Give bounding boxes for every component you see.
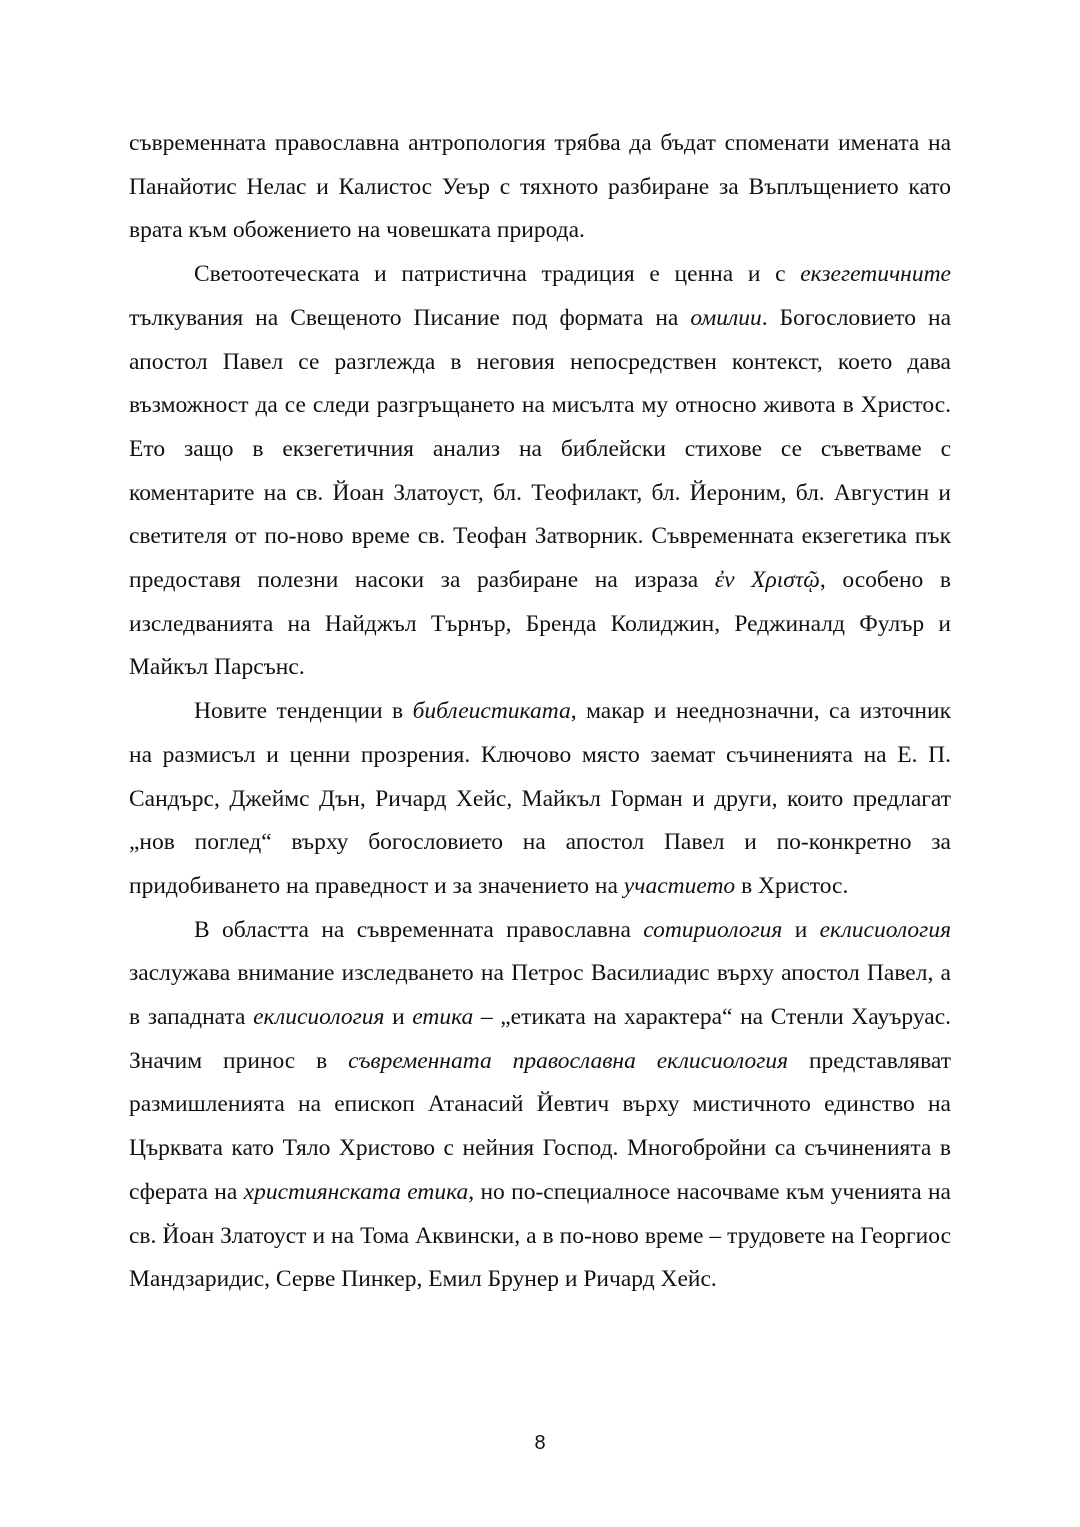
text-run: представляват размишленията на епископ Атанасий Йевтич върху мистичното единство на Църквата като Тяло Христово с нейния Господ. Многобройни са съчиненията в сферата на bbox=[129, 1047, 951, 1205]
italic-term: участието bbox=[623, 872, 736, 899]
text-run: , макар и нееднозначни, са източник на размисъл и ценни прозрения. Ключово място заемат съчиненията на Е. П. Сандърс, Джеймс Дън, Ричард Хейс, Майкъл Горман и други, които предлагат „нов поглед“ върху богословието на апостол Павел и по-конкретно за придобиването на праведност и за значението на bbox=[129, 698, 951, 899]
text-run: . Богословието на апостол Павел се разглежда в неговия непосредствен контекст, което дава възможност да се следи разгръщането на мисълта му относно живота в Христос. Ето защо в екзегетичния анализ на библейски стихове се съветваме с коментарите на св. Йоан Златоуст, бл. Теофилакт, бл. Йероним, бл. Августин и светителя от по-ново време св. Теофан Затворник. Съвременната екзегетика пък предоставя полезни насоки за разбиране на израза bbox=[129, 304, 951, 594]
italic-term: еклисиология bbox=[819, 916, 951, 943]
text-run: Светоотеческата и патристична традиция е ценна и с bbox=[194, 261, 801, 288]
italic-term: еклисиология bbox=[253, 1004, 385, 1031]
italic-term: съвременната православна еклисиология bbox=[348, 1047, 789, 1074]
italic-term: християнската етика bbox=[243, 1178, 469, 1205]
italic-term: сотириология bbox=[643, 916, 783, 943]
text-run: в Христос. bbox=[735, 872, 849, 899]
italic-term: етика bbox=[412, 1004, 474, 1031]
text-run: тълкувания на Свещеното Писание под формата на bbox=[129, 304, 691, 331]
italic-term: библеистиката bbox=[412, 698, 571, 725]
text-run: заслужава внимание изследването на Петрос Василиадис върху апостол Павел, а в западната bbox=[129, 960, 951, 1031]
page-body bbox=[129, 122, 951, 1302]
text-run: Новите тенденции в bbox=[194, 698, 413, 725]
italic-term: екзегетичните bbox=[800, 261, 951, 288]
text-run: , особено в изследванията на Найджъл Търнър, Бренда Колиджин, Реджиналд Фулър и Майкъл Парсънс. bbox=[129, 567, 952, 681]
text-run: , но по-специалносе насочваме към ученията на св. Йоан Златоуст и на Тома Аквински, а в по-ново време – трудовете на Георгиос Мандзаридис, Серве Пинкер, Емил Брунер и Ричард Хейс. bbox=[129, 1178, 951, 1293]
text-run: съвременната православна антропология трябва да бъдат споменати имената на Панайотис Нелас и Калистос Уеър с тяхното разбиране за Въплъщението като врата към обожението на човешката природа. bbox=[129, 130, 951, 244]
page-number: 8 bbox=[534, 1432, 546, 1454]
paragraph-4 bbox=[129, 909, 951, 1302]
text-run: и bbox=[782, 916, 820, 943]
text-run: В областта на съвременната православна bbox=[194, 916, 644, 943]
text-run: – „етиката на характера“ на Стенли Хауъруас. Значим принос в bbox=[129, 1004, 951, 1074]
italic-term: ἐν Χριστῷ bbox=[714, 567, 820, 594]
paragraph-3 bbox=[129, 690, 951, 909]
italic-term: омилии bbox=[690, 304, 762, 331]
paragraph-1 bbox=[129, 122, 951, 253]
paragraph-2 bbox=[129, 253, 951, 690]
text-run: и bbox=[384, 1004, 413, 1031]
